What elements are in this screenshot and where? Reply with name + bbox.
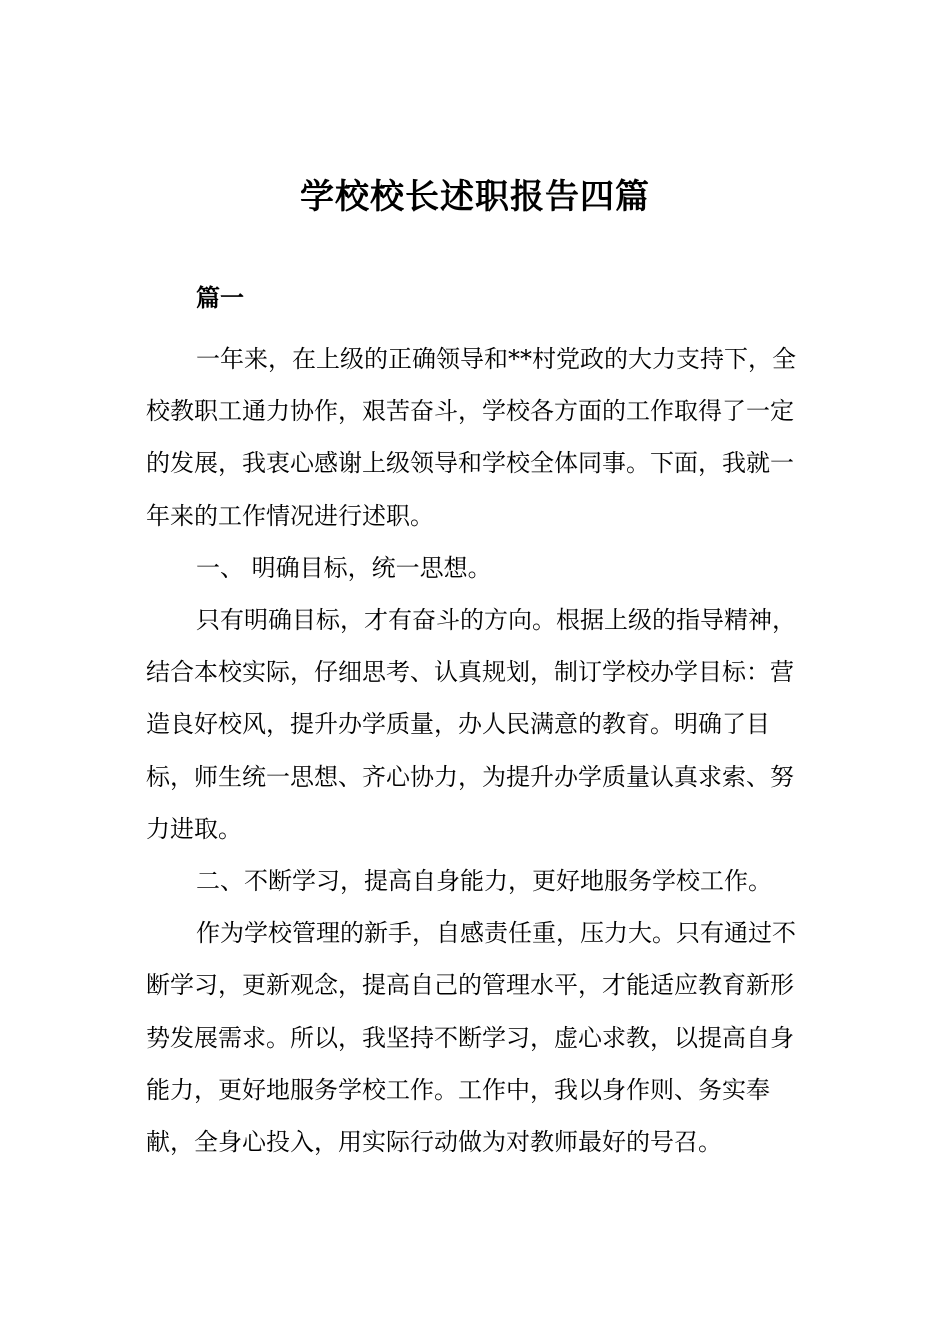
document-body (146, 333, 806, 1168)
paragraph: 只有明确目标，才有奋斗的方向。根据上级的指导精神，结合本校实际，仔细思考、认真规划，制订学校办学目标：营造良好校风，提升办学质量，办人民满意的教育。明确了目标，师生统一思想、齐心协力，为提升办学质量认真求索、努力进取。 (146, 606, 796, 843)
paragraph: 二、不断学习，提高自身能力，更好地服务学校工作。 (196, 867, 772, 896)
paragraph: 一、 明确目标，统一思想。 (196, 553, 492, 582)
paragraph: 作为学校管理的新手，自感责任重，压力大。只有通过不断学习，更新观念，提高自己的管理水平，才能适应教育新形势发展需求。所以，我坚持不断学习，虚心求教，以提高自身能力，更好地服务学校工作。工作中，我以身作则、务实奉献，全身心投入，用实际行动做为对教师最好的号召。 (146, 919, 796, 1157)
section-heading: 篇一 (196, 283, 244, 312)
paragraph: 一年来，在上级的正确领导和**村党政的大力支持下，全校教职工通力协作，艰苦奋斗，学校各方面的工作取得了一定的发展，我衷心感谢上级领导和学校全体同事。下面，我就一年来的工作情况进行述职。 (146, 345, 796, 530)
document-title: 学校校长述职报告四篇 (300, 177, 650, 217)
